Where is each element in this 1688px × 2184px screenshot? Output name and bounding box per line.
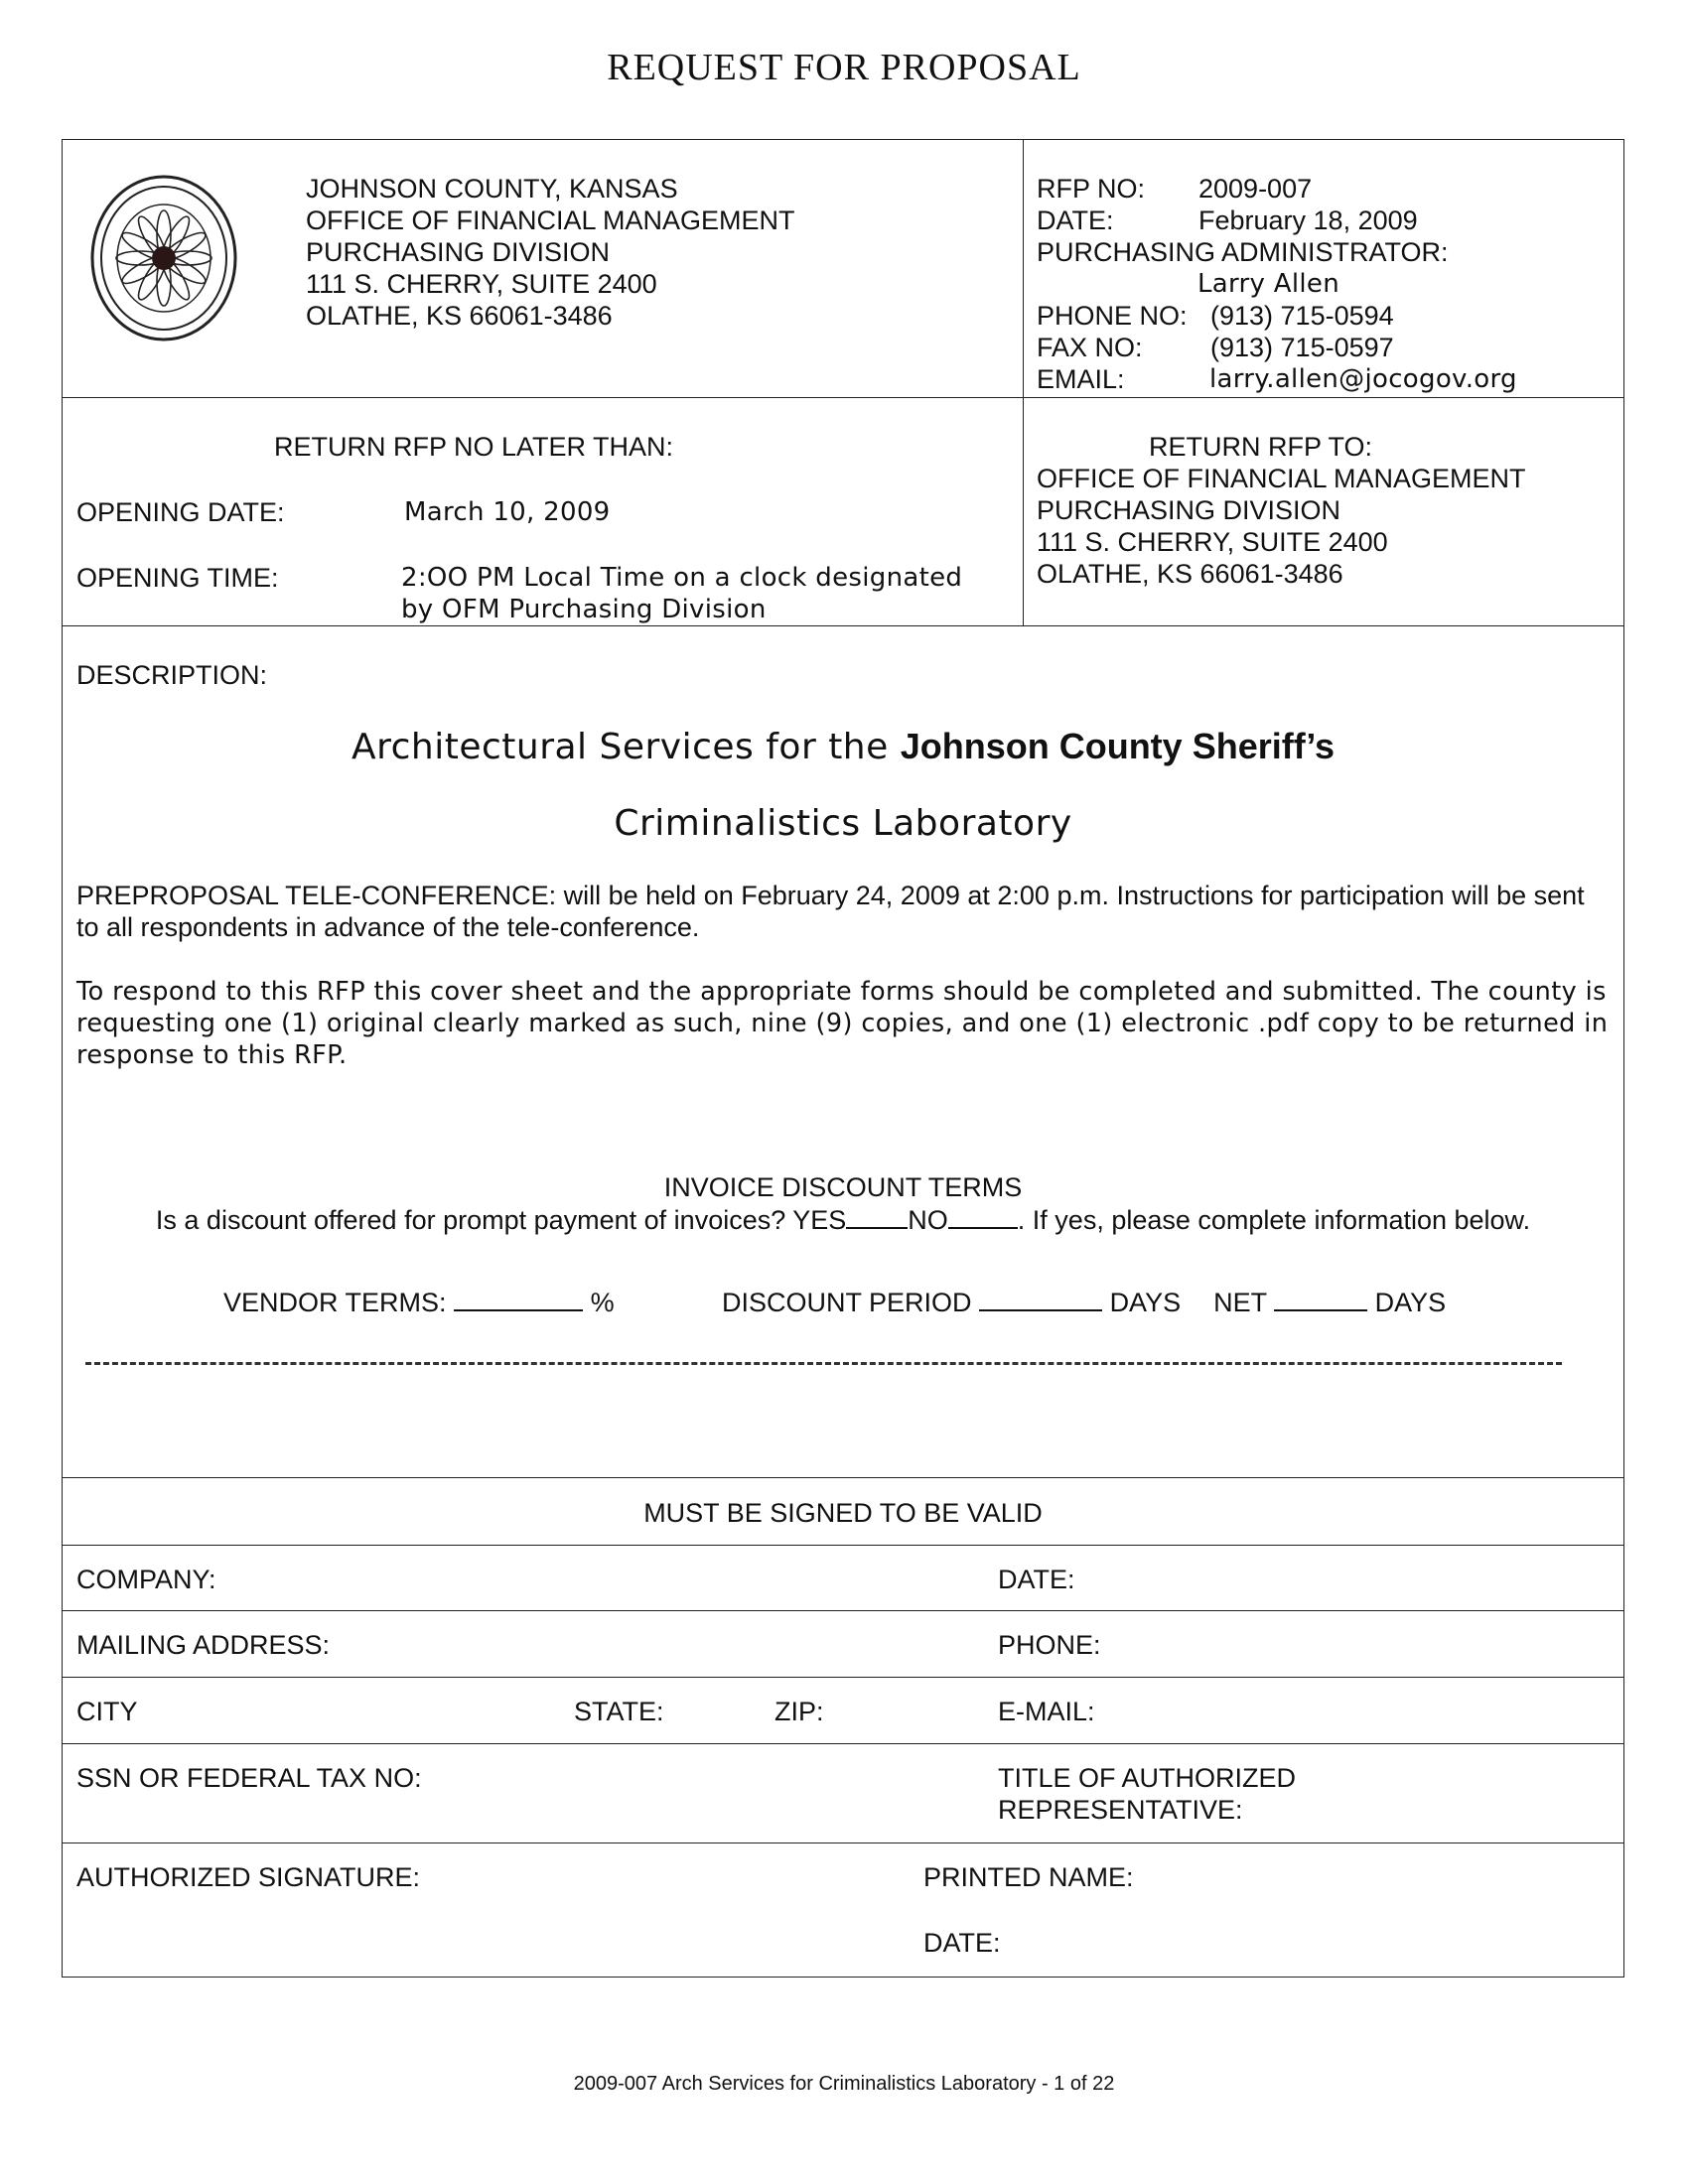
divider [62, 397, 1624, 398]
phone-value: (913) 715-0594 [1210, 301, 1394, 331]
discount-period-line [722, 1286, 1446, 1318]
phone-label: PHONE NO: [1037, 301, 1188, 331]
divider [62, 625, 1624, 626]
fax-value: (913) 715-0597 [1210, 333, 1394, 362]
preproposal-text: PREPROPOSAL TELE-CONFERENCE: will be held on February 24, 2009 at 2:00 p.m. Instructions for participation will be sent to all respondents in advance of the tele-conference. [76, 881, 1585, 942]
org-division: PURCHASING DIVISION [306, 237, 611, 267]
no-blank[interactable] [948, 1203, 1018, 1229]
vendor-terms-blank[interactable] [454, 1286, 583, 1311]
return-to-heading: RETURN RFP TO: [1149, 432, 1373, 462]
state-label: STATE: [574, 1697, 664, 1726]
authorized-signature-label: AUTHORIZED SIGNATURE: [76, 1862, 421, 1892]
page-title: REQUEST FOR PROPOSAL [607, 47, 1081, 88]
org-name: JOHNSON COUNTY, KANSAS [306, 174, 678, 204]
divider [62, 1545, 1624, 1546]
opening-time-value: 2:OO PM Local Time on a clock designated [401, 563, 963, 593]
email-field-label: E-MAIL: [998, 1697, 1095, 1726]
email-label: EMAIL: [1037, 364, 1125, 394]
vendor-terms-line [223, 1286, 615, 1318]
org-street: 111 S. CHERRY, SUITE 2400 [306, 269, 657, 299]
company-label: COMPANY: [76, 1565, 216, 1594]
return-to-street: 111 S. CHERRY, SUITE 2400 [1037, 527, 1388, 557]
email-value[interactable]: larry.allen@jocogov.org [1209, 364, 1517, 394]
opening-date-value: March 10, 2009 [404, 497, 611, 527]
phone-field-label: PHONE: [998, 1630, 1101, 1660]
title-rep-label-2: REPRESENTATIVE: [998, 1795, 1243, 1825]
opening-time-label: OPENING TIME: [76, 563, 279, 593]
invoice-question [62, 1203, 1624, 1236]
printed-name-label: PRINTED NAME: [923, 1862, 1134, 1892]
return-deadline-heading: RETURN RFP NO LATER THAN: [274, 432, 674, 462]
admin-name: Larry Allen [1197, 269, 1339, 299]
divider [62, 1743, 1624, 1744]
rfp-no-value: 2009-007 [1198, 174, 1313, 204]
net-label: NET [1213, 1288, 1267, 1317]
invoice-question-c: . If yes, please complete information below. [1017, 1205, 1531, 1235]
divider [62, 1477, 1624, 1478]
dashed-separator [85, 1362, 1562, 1365]
net-blank[interactable] [1274, 1286, 1367, 1311]
zip-label: ZIP: [774, 1697, 824, 1726]
project-title-line2: Criminalistics Laboratory [614, 803, 1072, 844]
return-to-division: PURCHASING DIVISION [1037, 495, 1341, 525]
date-value: February 18, 2009 [1198, 205, 1418, 235]
days-label-2: DAYS [1374, 1288, 1447, 1317]
signature-heading: MUST BE SIGNED TO BE VALID [643, 1498, 1043, 1528]
invoice-heading: INVOICE DISCOUNT TERMS [663, 1172, 1023, 1202]
discount-period-label: DISCOUNT PERIOD [722, 1288, 972, 1317]
opening-time-value-2: by OFM Purchasing Division [401, 595, 767, 624]
divider [1023, 139, 1024, 625]
yes-blank[interactable] [846, 1203, 908, 1229]
invoice-question-a: Is a discount offered for prompt payment of invoices? YES [155, 1205, 847, 1235]
days-label: DAYS [1109, 1288, 1182, 1317]
signature-date-label: DATE: [923, 1928, 1001, 1958]
org-office: OFFICE OF FINANCIAL MANAGEMENT [306, 205, 795, 235]
opening-date-label: OPENING DATE: [76, 497, 285, 527]
org-city: OLATHE, KS 66061-3486 [306, 301, 613, 331]
county-seal-icon [89, 175, 238, 341]
page-footer: 2009-007 Arch Services for Criminalistics Laboratory - 1 of 22 [573, 2073, 1115, 2095]
return-to-city: OLATHE, KS 66061-3486 [1037, 559, 1343, 589]
project-title-bold: Johnson County Sheriff’s [900, 726, 1336, 766]
project-title-text: Architectural Services for the [351, 727, 901, 767]
date-label: DATE: [1037, 205, 1114, 235]
admin-label: PURCHASING ADMINISTRATOR: [1037, 237, 1449, 267]
project-title [62, 725, 1624, 769]
divider [62, 1610, 1624, 1611]
invoice-question-no: NO [908, 1205, 948, 1235]
discount-period-blank[interactable] [979, 1286, 1102, 1311]
fax-label: FAX NO: [1037, 333, 1143, 362]
ssn-label: SSN OR FEDERAL TAX NO: [76, 1763, 422, 1793]
date-field-label: DATE: [998, 1565, 1075, 1594]
city-label: CITY [76, 1697, 138, 1726]
rfp-no-label: RFP NO: [1037, 174, 1146, 204]
description-label: DESCRIPTION: [76, 660, 268, 690]
divider [62, 1677, 1624, 1678]
title-rep-label: TITLE OF AUTHORIZED [998, 1763, 1297, 1793]
percent-sign: % [590, 1288, 615, 1317]
respond-text: To respond to this RFP this cover sheet and the appropriate forms should be completed and submitted. The county is requesting one (1) original clearly marked as such, nine (9) copies, and one (1) electronic .pdf copy to be returned in response to this RFP. [76, 977, 1609, 1070]
return-to-office: OFFICE OF FINANCIAL MANAGEMENT [1037, 464, 1526, 493]
mailing-address-label: MAILING ADDRESS: [76, 1630, 331, 1660]
vendor-terms-label: VENDOR TERMS: [223, 1288, 447, 1317]
